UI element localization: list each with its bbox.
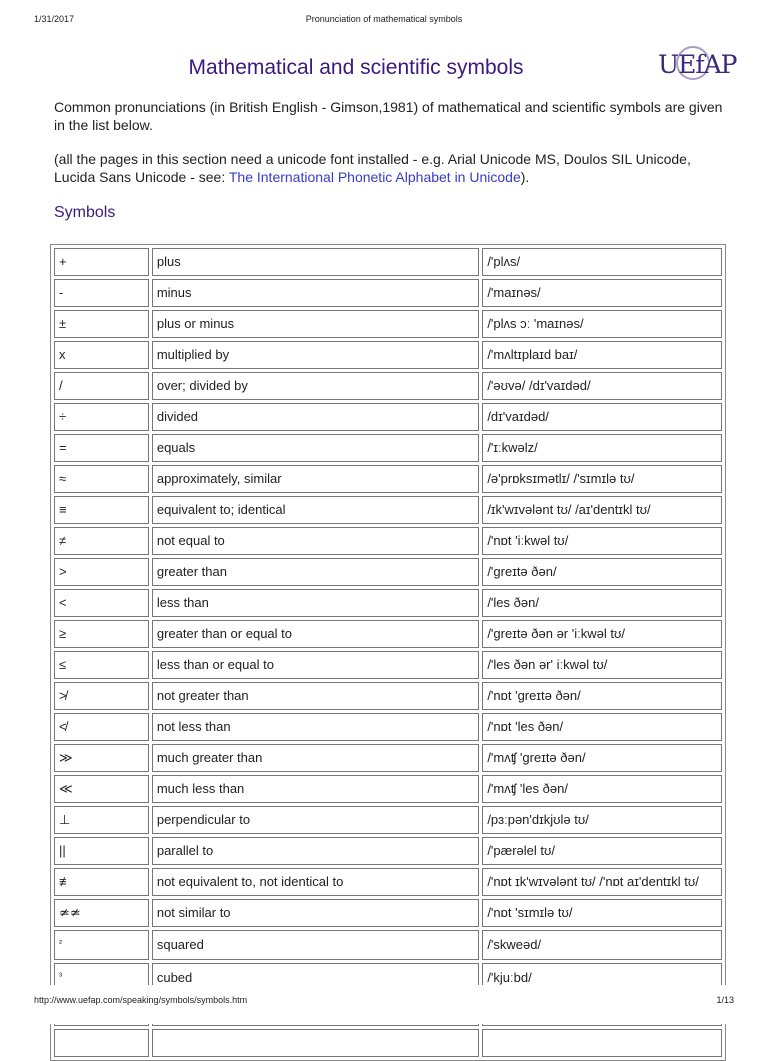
symbol-cell: +: [54, 248, 149, 276]
pronunciation-cell: /'greɪtə ðən ər 'iːkwəl tʊ/: [482, 620, 722, 648]
table-row: [54, 682, 722, 710]
meaning-cell: equals: [152, 434, 479, 462]
pronunciation-cell: /pɜːpən'dɪkjʊlə tʊ/: [482, 806, 722, 834]
table-row: [54, 930, 722, 960]
pronunciation-cell: /'nɒt 'sɪmɪlə tʊ/: [482, 899, 722, 927]
symbols-table-body: [54, 248, 722, 1057]
pronunciation-cell: /'mʌltɪplaɪd baɪ/: [482, 341, 722, 369]
meaning-cell: cubed: [152, 963, 479, 993]
pronunciation-cell: /'plʌs/: [482, 248, 722, 276]
table-row: [54, 744, 722, 772]
symbol-cell: ±: [54, 310, 149, 338]
symbol-cell: <: [54, 589, 149, 617]
font-note-paragraph: [54, 150, 730, 186]
pronunciation-cell: /'maɪnəs/: [482, 279, 722, 307]
table-row: [54, 248, 722, 276]
meaning-cell: not similar to: [152, 899, 479, 927]
symbol-cell: ≠: [54, 527, 149, 555]
symbol-cell: ²: [54, 930, 149, 960]
symbol-cell: [54, 1029, 149, 1057]
print-date: 1/31/2017: [34, 14, 75, 24]
table-row: [54, 527, 722, 555]
pronunciation-cell: /ɪk'wɪvələnt tʊ/ /aɪ'dentɪkl tʊ/: [482, 496, 722, 524]
pronunciation-cell: /'nɒt 'greɪtə ðən/: [482, 682, 722, 710]
table-row: [54, 806, 722, 834]
table-row: [54, 403, 722, 431]
meaning-cell: plus: [152, 248, 479, 276]
section-title: Symbols: [54, 204, 116, 221]
meaning-cell: less than: [152, 589, 479, 617]
meaning-cell: [152, 1029, 479, 1057]
font-note-text: (all the pages in this section need a unicode font installed - e.g. Arial Unicode MS, Doulos SIL Unicode, Lucida Sans Unicode - see:: [54, 151, 691, 185]
table-row: [54, 1029, 722, 1057]
print-header: [34, 14, 734, 26]
print-footer: [34, 995, 734, 1007]
pronunciation-cell: /'əʊvə/ /dɪ'vaɪdəd/: [482, 372, 722, 400]
symbol-cell: ≫: [54, 744, 149, 772]
symbol-cell: -: [54, 279, 149, 307]
table-row: [54, 899, 722, 927]
symbol-cell: ≄≄: [54, 899, 149, 927]
table-row: [54, 372, 722, 400]
table-row: [54, 651, 722, 679]
table-row: [54, 558, 722, 586]
symbols-table: [50, 244, 726, 1061]
table-row: [54, 341, 722, 369]
meaning-cell: minus: [152, 279, 479, 307]
meaning-cell: squared: [152, 930, 479, 960]
meaning-cell: not equivalent to, not identical to: [152, 868, 479, 896]
meaning-cell: over; divided by: [152, 372, 479, 400]
symbol-cell: /: [54, 372, 149, 400]
symbol-cell: ≥: [54, 620, 149, 648]
pronunciation-cell: /'plʌs ɔː 'maɪnəs/: [482, 310, 722, 338]
meaning-cell: much greater than: [152, 744, 479, 772]
pronunciation-cell: /'kjuːbd/: [482, 963, 722, 993]
pronunciation-cell: [482, 1029, 722, 1057]
table-row: [54, 310, 722, 338]
pronunciation-cell: /'nɒt 'iːkwəl tʊ/: [482, 527, 722, 555]
symbol-cell: ≈: [54, 465, 149, 493]
pronunciation-cell: /'greɪtə ðən/: [482, 558, 722, 586]
ipa-unicode-link[interactable]: The International Phonetic Alphabet in Unicode: [228, 169, 521, 185]
symbol-cell: ≡: [54, 496, 149, 524]
table-row: [54, 496, 722, 524]
symbol-cell: ³: [54, 963, 149, 993]
table-row: [54, 589, 722, 617]
meaning-cell: perpendicular to: [152, 806, 479, 834]
meaning-cell: much less than: [152, 775, 479, 803]
symbol-cell: ⊥: [54, 806, 149, 834]
meaning-cell: plus or minus: [152, 310, 479, 338]
table-row: [54, 868, 722, 896]
print-url: http://www.uefap.com/speaking/symbols/symbols.htm: [34, 995, 248, 1005]
symbol-cell: =: [54, 434, 149, 462]
table-row: [54, 713, 722, 741]
table-row: [54, 837, 722, 865]
pronunciation-cell: /'pærəlel tʊ/: [482, 837, 722, 865]
symbol-cell: ≯: [54, 682, 149, 710]
meaning-cell: not equal to: [152, 527, 479, 555]
pronunciation-cell: /ə'prɒksɪmətlɪ/ /'sɪmɪlə tʊ/: [482, 465, 722, 493]
intro-paragraph: Common pronunciations (in British English - Gimson,1981) of mathematical and scientific symbols are given in the list below.: [54, 99, 723, 133]
pronunciation-cell: /'nɒt ɪk'wɪvələnt tʊ/ /'nɒt aɪ'dentɪkl tʊ/: [482, 868, 722, 896]
pronunciation-cell: /'ɪːkwəlz/: [482, 434, 722, 462]
meaning-cell: equivalent to; identical: [152, 496, 479, 524]
meaning-cell: greater than: [152, 558, 479, 586]
table-row: [54, 465, 722, 493]
symbol-cell: ≤: [54, 651, 149, 679]
meaning-cell: divided: [152, 403, 479, 431]
logo-text: UEfAP: [658, 50, 737, 79]
pronunciation-cell: /'les ðən ər' iːkwəl tʊ/: [482, 651, 722, 679]
symbol-cell: ||: [54, 837, 149, 865]
font-note-end: ).: [520, 169, 530, 185]
pronunciation-cell: /'mʌʧ 'les ðən/: [482, 775, 722, 803]
symbol-cell: ≮: [54, 713, 149, 741]
table-row: [54, 434, 722, 462]
meaning-cell: parallel to: [152, 837, 479, 865]
meaning-cell: less than or equal to: [152, 651, 479, 679]
table-row: [54, 775, 722, 803]
symbol-cell: ÷: [54, 403, 149, 431]
symbol-cell: ≪: [54, 775, 149, 803]
page-title: Mathematical and scientific symbols: [188, 56, 524, 79]
pronunciation-cell: /dɪ'vaɪdəd/: [482, 403, 722, 431]
pronunciation-cell: /'skweəd/: [482, 930, 722, 960]
meaning-cell: not less than: [152, 713, 479, 741]
meaning-cell: approximately, similar: [152, 465, 479, 493]
meaning-cell: not greater than: [152, 682, 479, 710]
meaning-cell: multiplied by: [152, 341, 479, 369]
symbol-cell: x: [54, 341, 149, 369]
print-page-number: 1/13: [716, 995, 734, 1005]
meaning-cell: greater than or equal to: [152, 620, 479, 648]
symbol-cell: >: [54, 558, 149, 586]
symbol-cell: ≢: [54, 868, 149, 896]
table-row: [54, 620, 722, 648]
pronunciation-cell: /'mʌʧ 'greɪtə ðən/: [482, 744, 722, 772]
table-row: [54, 279, 722, 307]
pronunciation-cell: /'les ðən/: [482, 589, 722, 617]
print-page-title: Pronunciation of mathematical symbols: [305, 14, 463, 24]
pronunciation-cell: /'nɒt 'les ðən/: [482, 713, 722, 741]
